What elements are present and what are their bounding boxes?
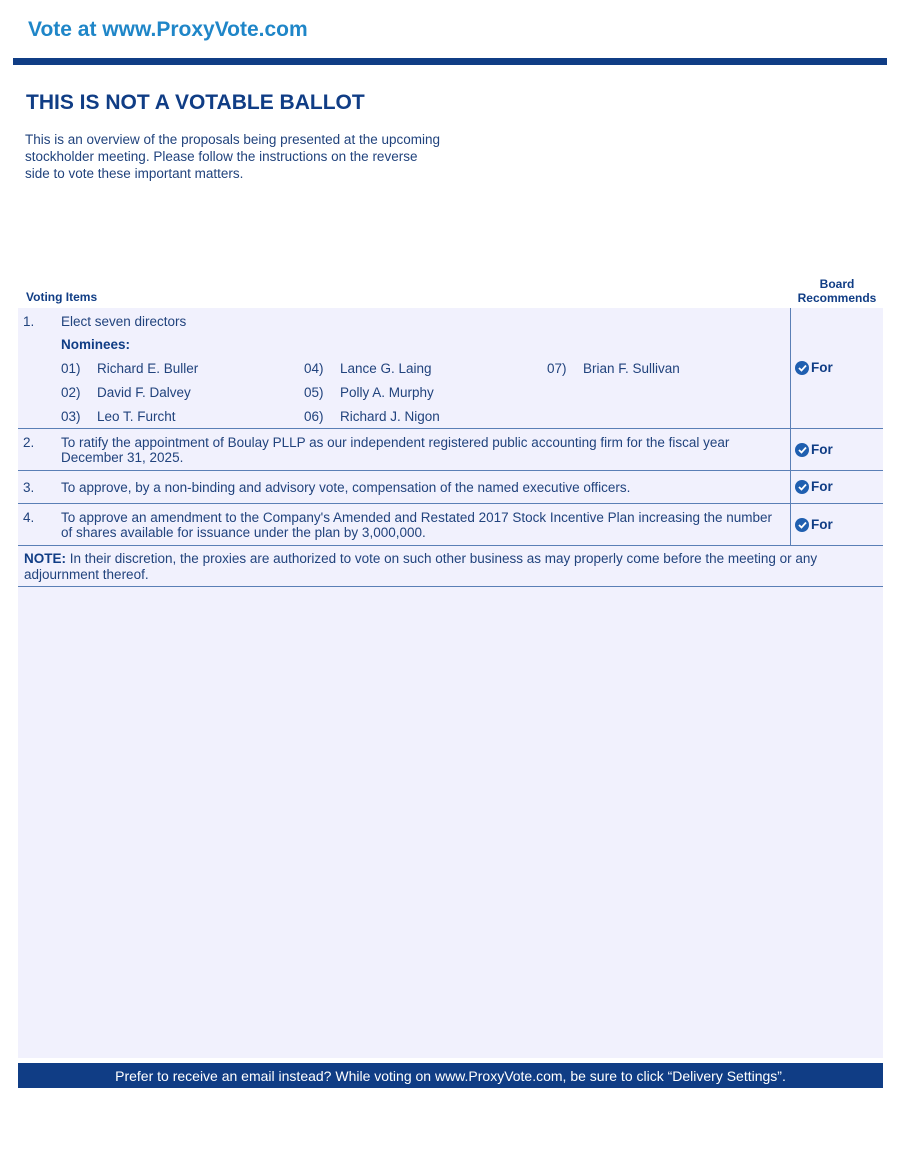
- nominee: [61, 361, 198, 376]
- nominee-name: Brian F. Sullivan: [583, 361, 680, 376]
- checkmark-icon: [795, 443, 809, 457]
- nominee-name: Lance G. Laing: [340, 361, 432, 376]
- nominee-name: Polly A. Murphy: [340, 385, 434, 400]
- recommendation-cell: [790, 308, 883, 428]
- checkmark-icon: [795, 518, 809, 532]
- intro-text: This is an overview of the proposals being presented at the upcoming stockholder meeting. Please follow the instructions on the reverse side to vote these important matters.: [25, 132, 440, 181]
- nominee: [304, 361, 432, 376]
- nominee-name: Richard J. Nigon: [340, 409, 440, 424]
- checkmark-icon: [795, 361, 809, 375]
- note-body: In their discretion, the proxies are authorized to vote on such other business as may properly come before the meeting or any adjournment thereof.: [24, 551, 818, 582]
- nominee: [304, 385, 434, 400]
- recommendation-cell: [790, 471, 883, 503]
- delivery-settings-banner: Prefer to receive an email instead? While voting on www.ProxyVote.com, be sure to click “Delivery Settings”.: [18, 1063, 883, 1088]
- item-number: 1.: [23, 314, 35, 329]
- note-label: NOTE:: [24, 551, 66, 566]
- item-number: 2.: [23, 435, 35, 450]
- note-text: [24, 551, 864, 583]
- nominee-name: Leo T. Furcht: [97, 409, 176, 424]
- recommendation-label: For: [811, 360, 833, 375]
- item-text: Elect seven directors: [61, 314, 187, 329]
- nominee-index: 06): [304, 409, 324, 424]
- column-header-voting-items: Voting Items: [26, 290, 98, 304]
- nominee: [547, 361, 680, 376]
- recommendation: [795, 517, 833, 532]
- voting-item-4: [18, 504, 883, 546]
- nominee-name: David F. Dalvey: [97, 385, 191, 400]
- nominee: [304, 409, 440, 424]
- nominee-index: 04): [304, 361, 324, 376]
- recommendation-label: For: [811, 442, 833, 457]
- proxyvote-link[interactable]: Vote at www.ProxyVote.com: [28, 18, 308, 41]
- nominee-index: 07): [547, 361, 567, 376]
- column-header-board-recommends: Board Recommends: [797, 277, 877, 305]
- nominees-label: Nominees:: [61, 337, 131, 352]
- recommendation: [795, 360, 833, 375]
- page-title: THIS IS NOT A VOTABLE BALLOT: [26, 91, 365, 114]
- nominee-index: 03): [61, 409, 81, 424]
- recommendation-cell: [790, 429, 883, 470]
- item-text: To ratify the appointment of Boulay PLLP as our independent registered public accounting firm for the fiscal year December 31, 2025.: [61, 435, 730, 465]
- nominee-index: 01): [61, 361, 81, 376]
- header-rule: [13, 58, 887, 65]
- voting-item-1: [18, 308, 883, 429]
- nominee-index: 05): [304, 385, 324, 400]
- voting-item-3: [18, 471, 883, 504]
- checkmark-icon: [795, 480, 809, 494]
- nominee: [61, 385, 191, 400]
- recommendation-cell: [790, 504, 883, 545]
- voting-item-2: [18, 429, 883, 471]
- item-number: 3.: [23, 480, 35, 495]
- item-text: To approve an amendment to the Company's Amended and Restated 2017 Stock Incentive Plan increasing the number of shares available for issuance under the plan by 3,000,000.: [61, 510, 773, 540]
- recommendation-label: For: [811, 479, 833, 494]
- recommendation: [795, 479, 833, 494]
- nominee-index: 02): [61, 385, 81, 400]
- recommendation: [795, 442, 833, 457]
- nominee: [61, 409, 176, 424]
- recommendation-label: For: [811, 517, 833, 532]
- item-number: 4.: [23, 510, 35, 525]
- item-text: To approve, by a non-binding and advisory vote, compensation of the named executive officers.: [61, 480, 631, 495]
- nominee-name: Richard E. Buller: [97, 361, 199, 376]
